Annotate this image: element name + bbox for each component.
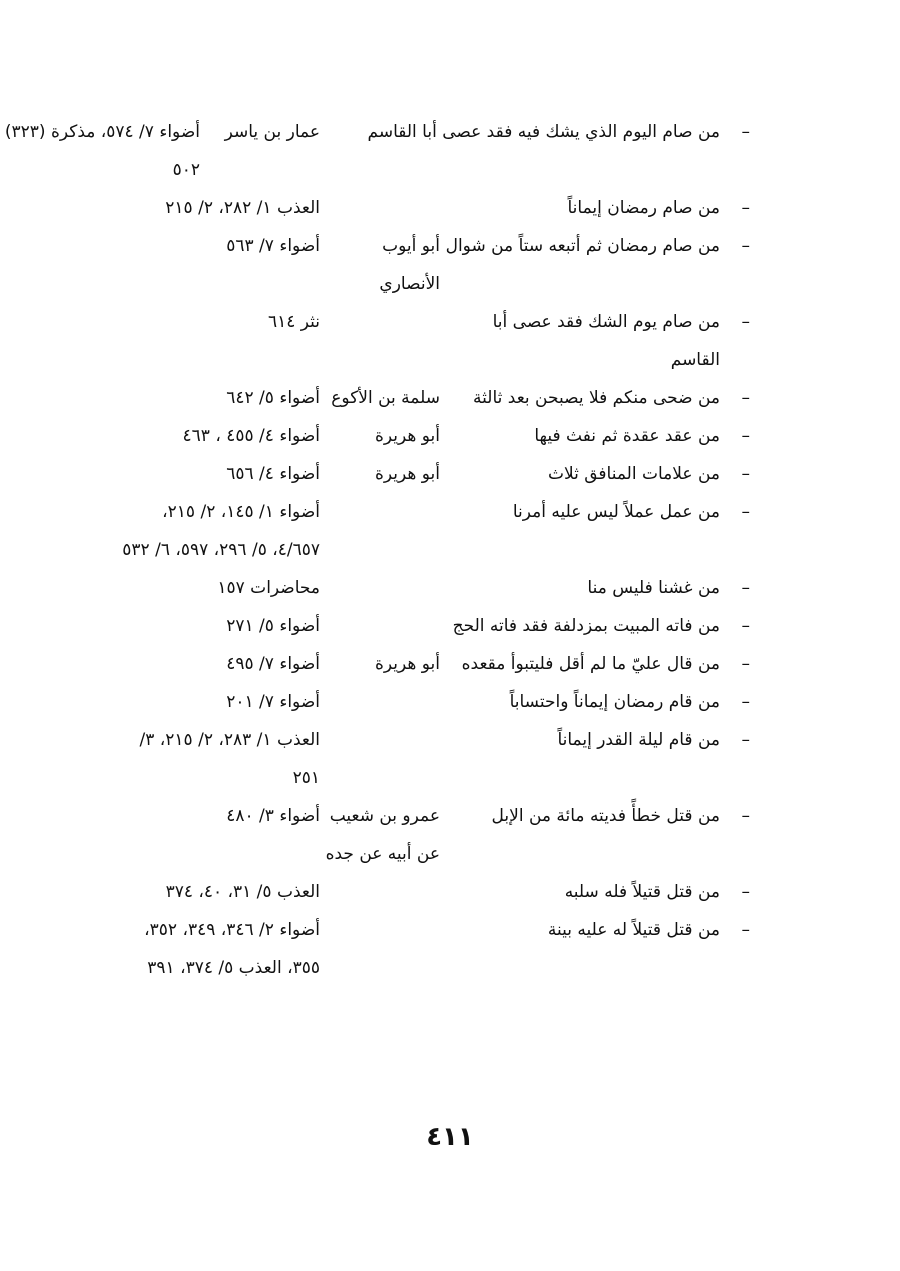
hadith-text: من قتل قتيلاً فله سلبه: [564, 882, 720, 902]
source-reference: أضواء ٥/ ٢٧١: [226, 616, 320, 636]
hadith-text: من عقد عقدة ثم نفث فيها: [534, 426, 720, 446]
hadith-text: من صام رمضان إيماناً: [567, 198, 720, 218]
hadith-text: من غشنا فليس منا: [587, 578, 720, 598]
entry-dash: –: [741, 122, 750, 142]
entry-dash: –: [741, 464, 750, 484]
index-entry: [120, 645, 750, 683]
hadith-text: من قتل خطأً فديته مائة من الإبل: [491, 806, 720, 826]
source-reference: العذب ٥/ ٣١، ٤٠، ٣٧٤: [165, 882, 320, 902]
hadith-text: من صام يوم الشك فقد عصى أبا القاسم: [492, 312, 720, 370]
index-entry: [120, 227, 750, 303]
narrator: عمار بن ياسر: [224, 122, 320, 142]
entry-dash: –: [741, 198, 750, 218]
narrator: عمرو بن شعيب عن أبيه عن جده: [325, 806, 440, 864]
index-entry: [120, 607, 750, 645]
hadith-index-list: [4, 113, 750, 987]
index-entry: [120, 379, 750, 417]
index-entry: [120, 721, 750, 797]
index-entry: [120, 455, 750, 493]
source-reference: أضواء ١/ ١٤٥، ٢/ ٢١٥، ٤/٦٥٧، ٥/ ٢٩٦، ٥٩٧، ٦/ ٥٣٢: [122, 502, 320, 560]
hadith-text: من ضحى منكم فلا يصبحن بعد ثالثة: [473, 388, 720, 408]
narrator: أبو هريرة: [374, 464, 440, 484]
entry-dash: –: [741, 882, 750, 902]
source-reference: أضواء ٤/ ٤٥٥ ، ٤٦٣: [182, 426, 320, 446]
source-reference: أضواء ٥/ ٦٤٢: [226, 388, 320, 408]
hadith-text: من عمل عملاً ليس عليه أمرنا: [512, 502, 720, 522]
source-reference: أضواء ٧/ ٤٩٥: [226, 654, 320, 674]
source-reference: أضواء ٢/ ٣٤٦، ٣٤٩، ٣٥٢، ٣٥٥، العذب ٥/ ٣٧٤، ٣٩١: [144, 920, 320, 978]
hadith-text: من صام اليوم الذي يشك فيه فقد عصى أبا القاسم: [367, 122, 720, 142]
entry-dash: –: [741, 730, 750, 750]
index-entry: [120, 569, 750, 607]
entry-dash: –: [741, 426, 750, 446]
index-entry: [120, 911, 750, 987]
index-entry: [120, 493, 750, 569]
entry-dash: –: [741, 920, 750, 940]
hadith-text: من قتل قتيلاً له عليه بينة: [547, 920, 720, 940]
source-reference: نثر ٦١٤: [267, 312, 320, 332]
entry-dash: –: [741, 578, 750, 598]
index-entry: [4, 113, 750, 189]
narrator: أبو هريرة: [374, 654, 440, 674]
source-reference: أضواء ٧/ ٢٠١: [226, 692, 320, 712]
entry-dash: –: [741, 502, 750, 522]
narrator: أبو هريرة: [374, 426, 440, 446]
index-entry: [120, 189, 750, 227]
hadith-text: من قال عليّ ما لم أقل فليتبوأ مقعده: [461, 654, 720, 674]
entry-dash: –: [741, 692, 750, 712]
index-entry: [120, 683, 750, 721]
index-entry: [120, 873, 750, 911]
source-reference: العذب ١/ ٢٨٢، ٢/ ٢١٥: [165, 198, 320, 218]
index-entry: [120, 417, 750, 455]
hadith-text: من قام ليلة القدر إيماناً: [557, 730, 720, 750]
hadith-text: من علامات المنافق ثلاث: [547, 464, 720, 484]
source-reference: محاضرات ١٥٧: [217, 578, 320, 598]
hadith-text: من فاته المبيت بمزدلفة فقد فاته الحج: [452, 616, 720, 636]
hadith-text: من قام رمضان إيماناً واحتساباً: [509, 692, 720, 712]
source-reference: أضواء ٤/ ٦٥٦: [226, 464, 320, 484]
index-entry: [120, 797, 750, 873]
entry-dash: –: [741, 312, 750, 332]
entry-dash: –: [741, 616, 750, 636]
source-reference: أضواء ٧/ ٥٧٤، مذكرة (٣٢٣) ٥٠٢: [4, 122, 200, 180]
page-number: ٤١١: [426, 1122, 474, 1152]
entry-dash: –: [741, 388, 750, 408]
entry-dash: –: [741, 236, 750, 256]
hadith-text: من صام رمضان ثم أتبعه ستاً من شوال: [445, 236, 720, 256]
source-reference: العذب ١/ ٢٨٣، ٢/ ٢١٥، ٣/ ٢٥١: [139, 730, 320, 788]
index-entry: [120, 303, 750, 379]
narrator: أبو أيوب الأنصاري: [379, 236, 440, 294]
entry-dash: –: [741, 806, 750, 826]
source-reference: أضواء ٧/ ٥٦٣: [226, 236, 320, 256]
entry-dash: –: [741, 654, 750, 674]
source-reference: أضواء ٣/ ٤٨٠: [226, 806, 320, 826]
narrator: سلمة بن الأكوع: [331, 388, 440, 408]
